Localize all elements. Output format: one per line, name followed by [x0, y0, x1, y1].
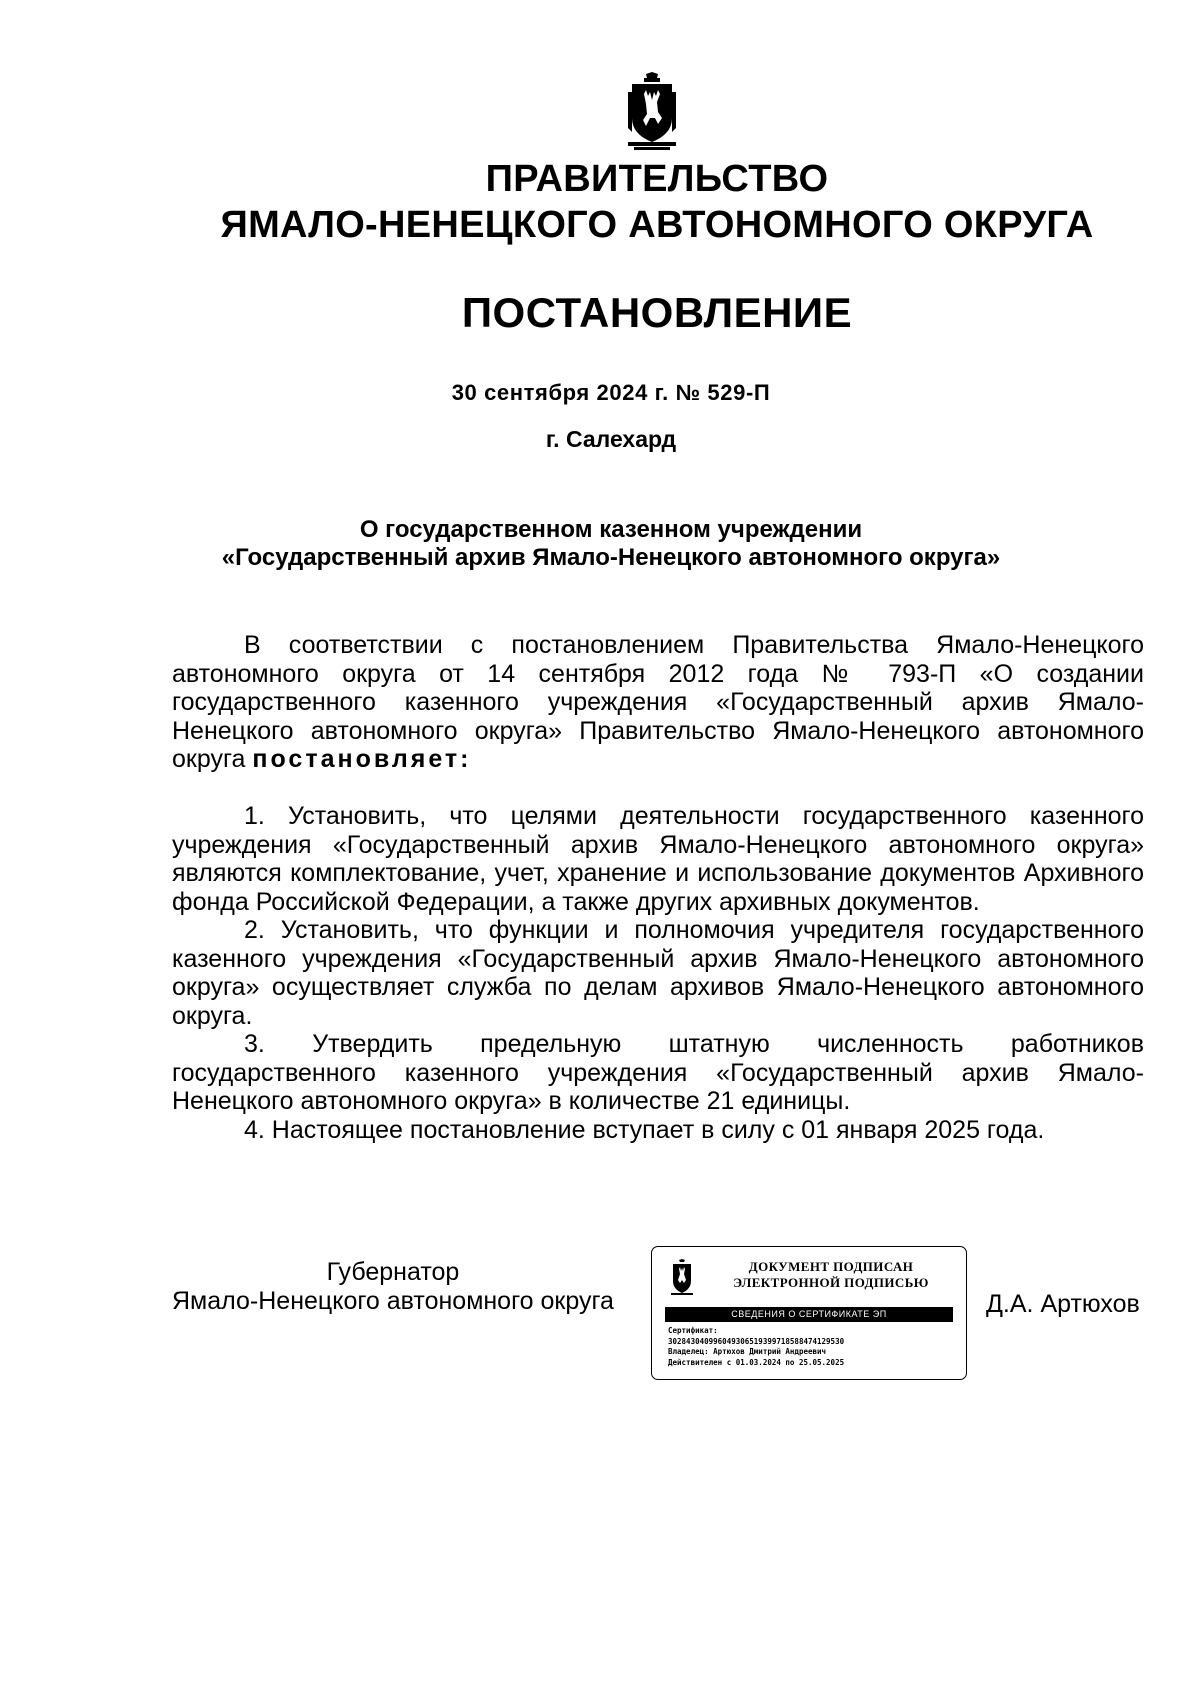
document-subject	[0, 516, 1200, 572]
stamp-title-line1: ДОКУМЕНТ ПОДПИСАН	[748, 1259, 914, 1274]
coat-of-arms-emblem	[624, 72, 680, 152]
resolution-item-2: 2. Установить, что функции и полномочия учредителя государственного казенного учреждения «Государственный архив Ямало-Ненецкого автономного округа» осуществляет служба по делам архивов Ямало-Ненецкого автономного округа.	[172, 916, 1144, 1030]
stamp-cert-label: Сертификат:	[668, 1326, 718, 1335]
signatory-position	[172, 1258, 642, 1315]
resolves-word: постановляет:	[252, 745, 472, 773]
resolution-item-4: 4. Настоящее постановление вступает в силу с 01 января 2025 года.	[244, 1115, 1045, 1144]
stamp-owner: Владелец: Артюхов Дмитрий Андреевич	[668, 1347, 827, 1356]
resolution-item-3: 3. Утвердить предельную штатную численность работников государственного казенного учреждения «Государственный архив Ямало-Ненецкого автономного округа» в количестве 21 единицы.	[172, 1030, 1144, 1115]
subject-line1: О государственном казенном учреждении	[359, 516, 863, 543]
government-title-line1: ПРАВИТЕЛЬСТВО	[485, 158, 829, 200]
stamp-certificate-bar: СВЕДЕНИЯ О СЕРТИФИКАТЕ ЭП	[665, 1307, 953, 1322]
stamp-title-line2: ЭЛЕКТРОННОЙ ПОДПИСЬЮ	[733, 1275, 929, 1290]
government-title-line2: ЯМАЛО-НЕНЕЦКОГО АВТОНОМНОГО ОКРУГА	[220, 204, 1094, 246]
document-date-number: 30 сентября 2024 г. № 529-П	[451, 380, 771, 405]
resolution-items	[172, 802, 1144, 1144]
document-type: ПОСТАНОВЛЕНИЕ	[461, 289, 853, 336]
stamp-cert-value: 302843040996049306519399718588474129530	[668, 1336, 845, 1346]
document-city: г. Салехард	[545, 426, 677, 452]
stamp-title	[706, 1259, 956, 1291]
preamble-text: В соответствии с постановлением Правительства Ямало-Ненецкого автономного округа от 14 сентября 2012 года № 793-П «О создании государственного казенного учреждения «Государственный архив Ямало-Ненецкого автономного округа» Правительство Ямало-Ненецкого автономного округа	[172, 631, 1144, 773]
stamp-emblem-icon	[670, 1259, 694, 1297]
signatory-name: Д.А. Артюхов	[986, 1290, 1140, 1318]
stamp-valid: Действителен с 01.03.2024 по 25.05.2025	[668, 1357, 845, 1367]
subject-line2: «Государственный архив Ямало-Ненецкого автономного округа»	[221, 544, 1001, 571]
stamp-certificate-info	[668, 1326, 958, 1368]
resolution-item-1: 1. Установить, что целями деятельности государственного казенного учреждения «Государственный архив Ямало-Ненецкого автономного округа» являются комплектование, учет, хранение и использование документов Архивного фонда Российской Федерации, а также других архивных документов.	[172, 802, 1144, 916]
preamble	[172, 631, 1144, 774]
signatory-position-line1: Губернатор	[326, 1258, 460, 1286]
electronic-signature-stamp	[651, 1246, 967, 1380]
signatory-position-line2: Ямало-Ненецкого автономного округа	[172, 1286, 614, 1315]
